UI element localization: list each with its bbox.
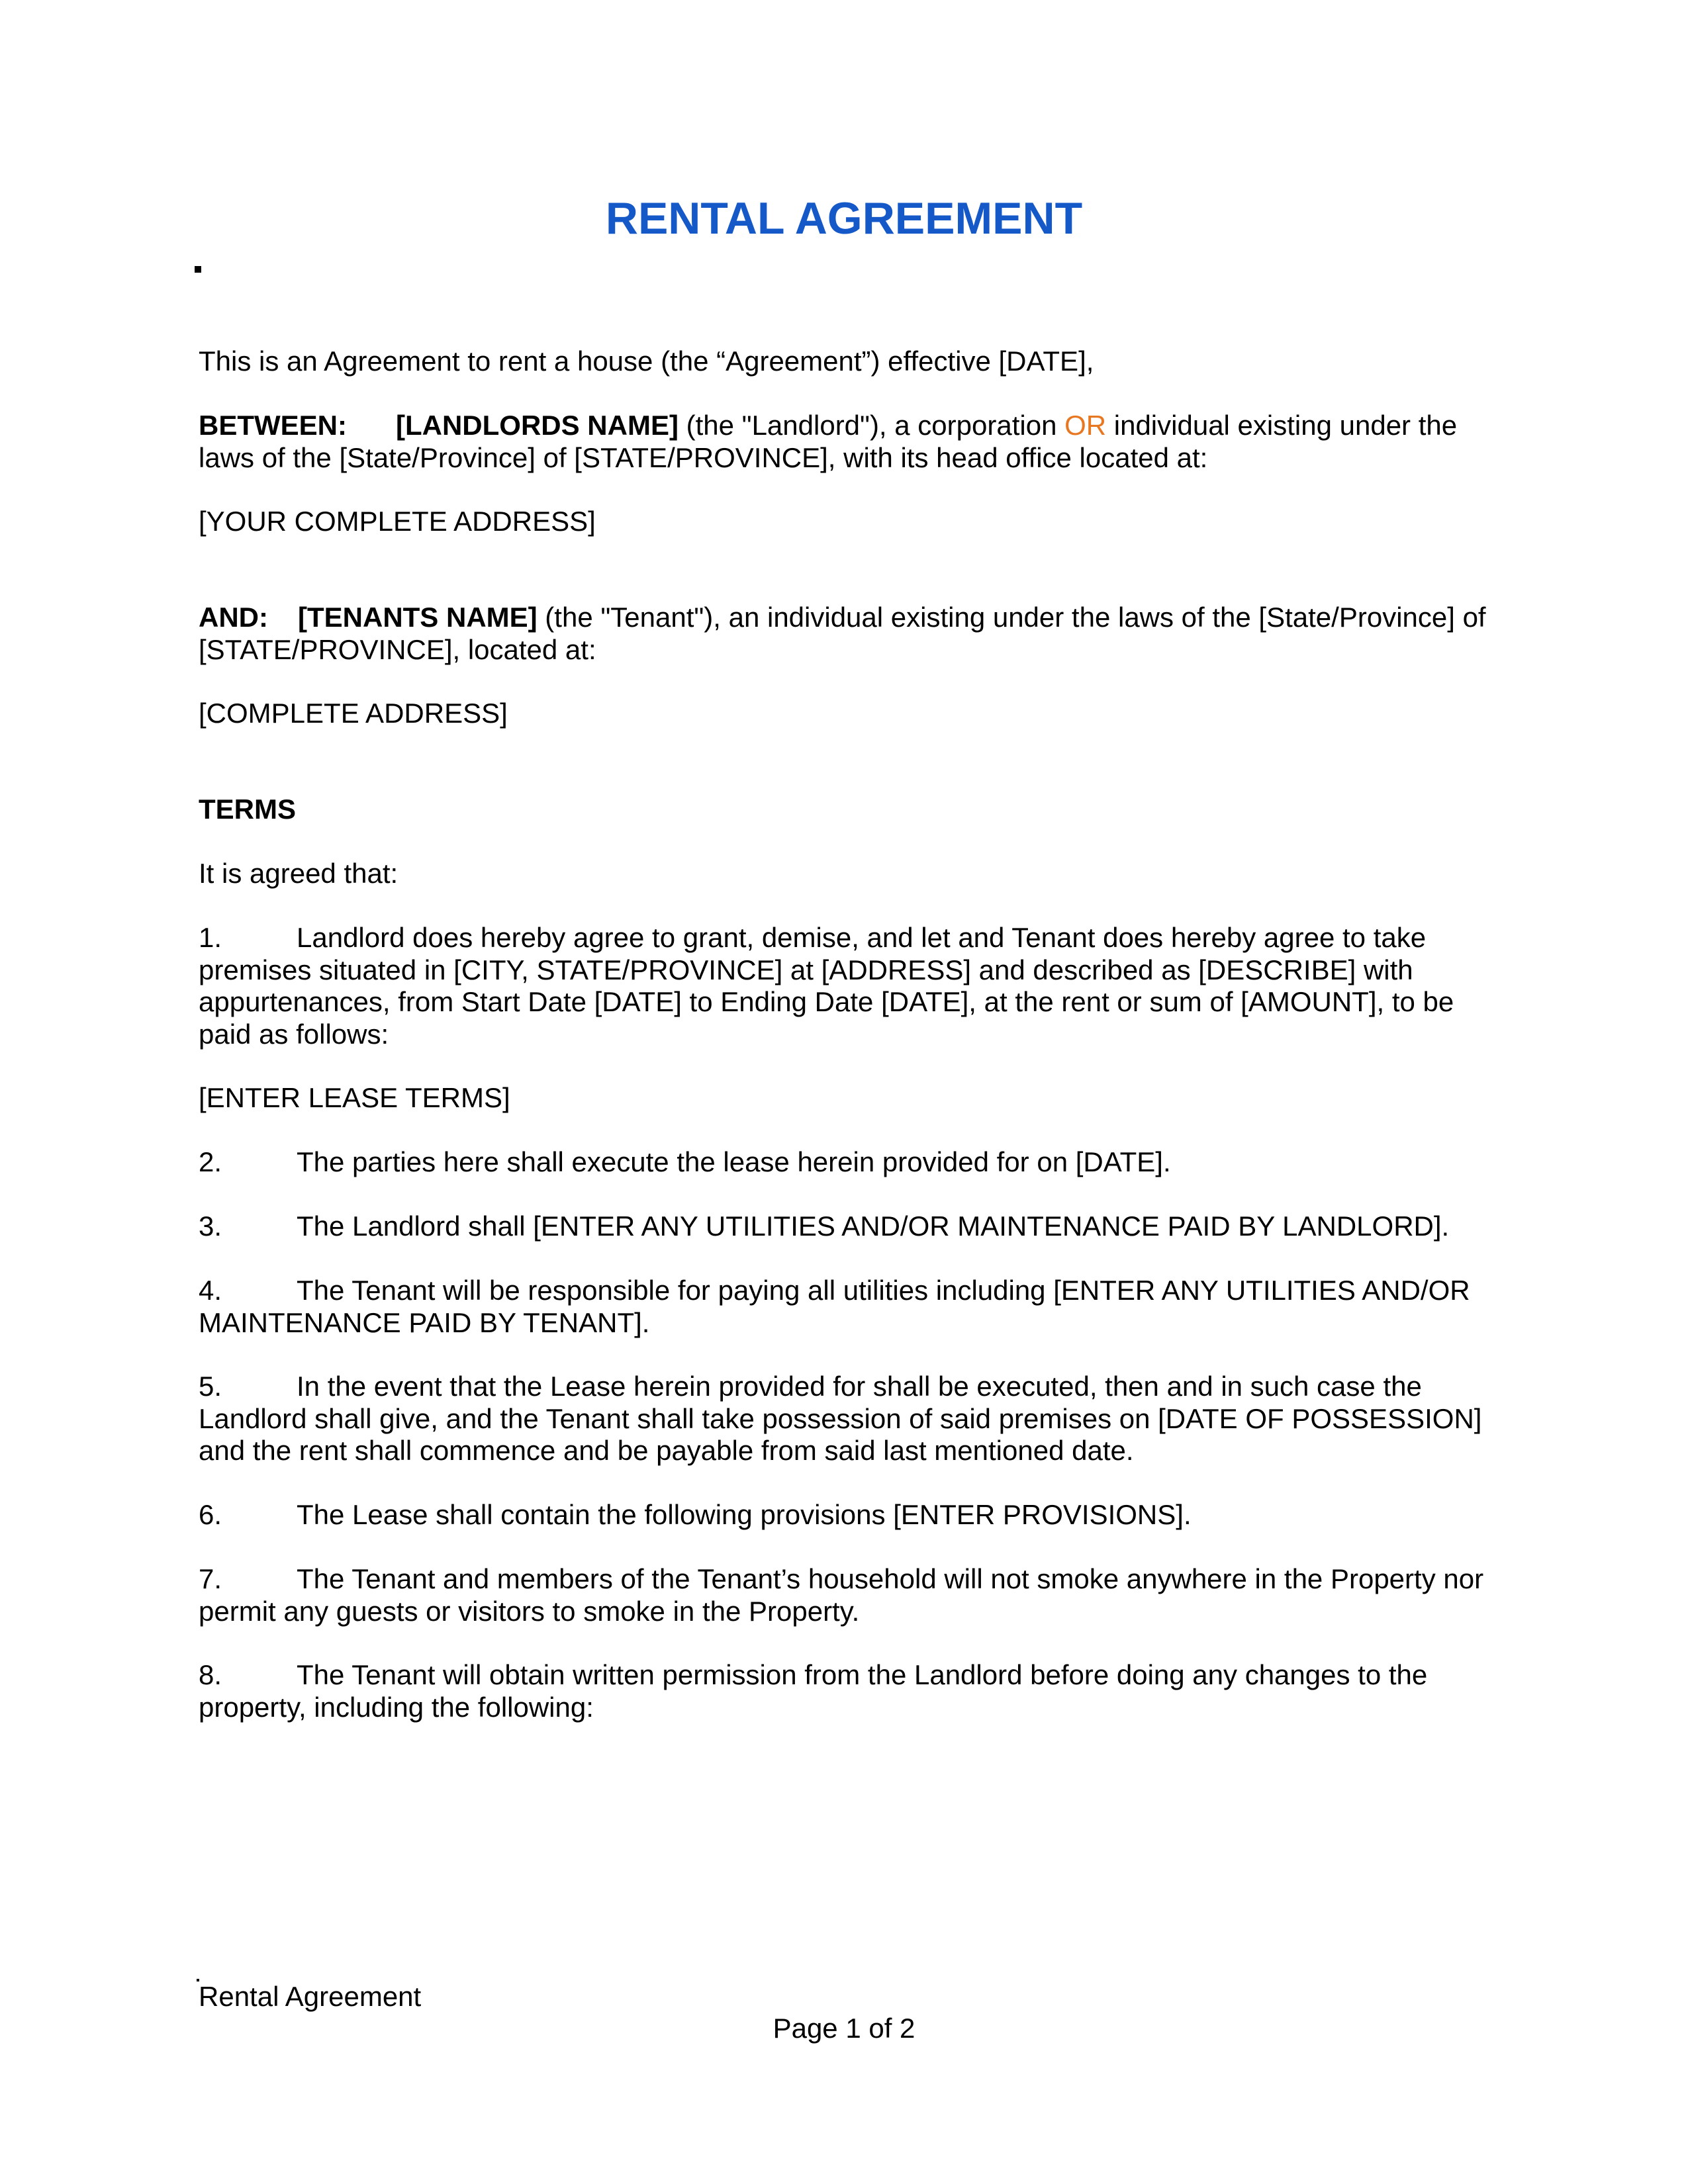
clause-4-line-2: MAINTENANCE PAID BY TENANT]. <box>199 1306 650 1338</box>
clause-7-number: 7. <box>199 1563 222 1594</box>
clause-5-line-2: Landlord shall give, and the Tenant shall take possession of said premises on [DATE OF POSSESSION] <box>199 1402 1482 1434</box>
terms-heading-block <box>199 794 1496 826</box>
between-label: BETWEEN: <box>199 410 347 441</box>
footer-page-number: Page 1 of 2 <box>773 2013 915 2044</box>
footer-document-name: Rental Agreement <box>199 1981 422 2012</box>
clause-6 <box>199 1499 1496 1531</box>
clause-4-text-1: The Tenant will be responsible for paying all utilities including [ENTER ANY UTILITIES AND/OR <box>297 1275 1470 1306</box>
clause-6-text-1: The Lease shall contain the following provisions [ENTER PROVISIONS]. <box>297 1499 1192 1530</box>
clause-8 <box>199 1659 1496 1723</box>
clause-3 <box>199 1210 1496 1243</box>
clause-2-number: 2. <box>199 1146 222 1177</box>
clause-2-text-1: The parties here shall execute the lease herein provided for on [DATE]. <box>297 1146 1171 1177</box>
agreed-text: It is agreed that: <box>199 858 399 889</box>
between-text-after-or: individual existing under the <box>1106 410 1458 441</box>
clause-6-number: 6. <box>199 1499 222 1530</box>
clause-5-text-1: In the event that the Lease herein provided for shall be executed, then and in such case the <box>297 1371 1422 1402</box>
clause-3-line-1 <box>199 1210 1496 1243</box>
tenant-address: [COMPLETE ADDRESS] <box>199 698 508 729</box>
clause-2 <box>199 1146 1496 1179</box>
clause-7-line-1 <box>199 1563 1496 1596</box>
between-paragraph <box>199 410 1496 474</box>
paragraph-marker <box>195 266 201 273</box>
clause-5-line-1 <box>199 1371 1496 1403</box>
tenant-address-paragraph <box>199 698 1496 730</box>
clause-8-number: 8. <box>199 1659 222 1690</box>
lease-terms: [ENTER LEASE TERMS] <box>199 1082 510 1113</box>
clause-1-line-1 <box>199 922 1496 954</box>
clause-6-line-1 <box>199 1499 1496 1531</box>
lease-terms-paragraph <box>199 1082 1496 1115</box>
tenant-name: [TENANTS NAME] <box>298 602 538 633</box>
landlord-address: [YOUR COMPLETE ADDRESS] <box>199 506 596 537</box>
landlord-address-paragraph <box>199 506 1496 538</box>
terms-heading: TERMS <box>199 794 296 825</box>
clause-2-line-1 <box>199 1146 1496 1179</box>
clause-1 <box>199 922 1496 1050</box>
clause-8-line-2: property, including the following: <box>199 1691 594 1723</box>
and-line-1 <box>199 602 1496 634</box>
clause-1-number: 1. <box>199 922 222 953</box>
or-word: OR <box>1064 410 1107 441</box>
clause-7-text-1: The Tenant and members of the Tenant’s household will not smoke anywhere in the Property nor <box>297 1563 1484 1594</box>
and-line-2: [STATE/PROVINCE], located at: <box>199 633 596 665</box>
clause-4-line-1 <box>199 1275 1496 1307</box>
clause-5 <box>199 1371 1496 1467</box>
clause-4-number: 4. <box>199 1275 222 1306</box>
agreed-paragraph <box>199 858 1496 890</box>
intro-paragraph <box>199 345 1496 378</box>
landlord-name: [LANDLORDS NAME] <box>396 410 679 441</box>
between-text-before-or: (the "Landlord"), a corporation <box>678 410 1065 441</box>
clause-7 <box>199 1563 1496 1627</box>
clause-5-number: 5. <box>199 1371 222 1402</box>
clause-3-number: 3. <box>199 1210 222 1242</box>
clause-8-line-1 <box>199 1659 1496 1692</box>
clause-4 <box>199 1275 1496 1339</box>
document-title: RENTAL AGREEMENT <box>605 193 1083 244</box>
and-label: AND: <box>199 602 268 633</box>
intro-text: This is an Agreement to rent a house (the “Agreement”) effective [DATE], <box>199 345 1094 377</box>
clause-8-text-1: The Tenant will obtain written permission from the Landlord before doing any changes to the <box>297 1659 1428 1690</box>
between-line-2: laws of the [State/Province] of [STATE/PROVINCE], with its head office located at: <box>199 441 1208 473</box>
clause-1-line-4: paid as follows: <box>199 1018 389 1050</box>
clause-3-text-1: The Landlord shall [ENTER ANY UTILITIES AND/OR MAINTENANCE PAID BY LANDLORD]. <box>297 1210 1450 1242</box>
clause-1-line-3: appurtenances, from Start Date [DATE] to Ending Date [DATE], at the rent or sum of [AMOUNT], to be <box>199 986 1454 1017</box>
between-line-1 <box>199 410 1496 442</box>
and-text: (the "Tenant"), an individual existing under the laws of the [State/Province] of <box>537 602 1486 633</box>
and-paragraph <box>199 602 1496 666</box>
clause-1-text-1: Landlord does hereby agree to grant, demise, and let and Tenant does hereby agree to take <box>297 922 1427 953</box>
clause-7-line-2: permit any guests or visitors to smoke in the Property. <box>199 1595 860 1627</box>
clause-1-line-2: premises situated in [CITY, STATE/PROVINCE] at [ADDRESS] and described as [DESCRIBE] with <box>199 954 1413 985</box>
clause-5-line-3: and the rent shall commence and be payable from said last mentioned date. <box>199 1435 1134 1466</box>
